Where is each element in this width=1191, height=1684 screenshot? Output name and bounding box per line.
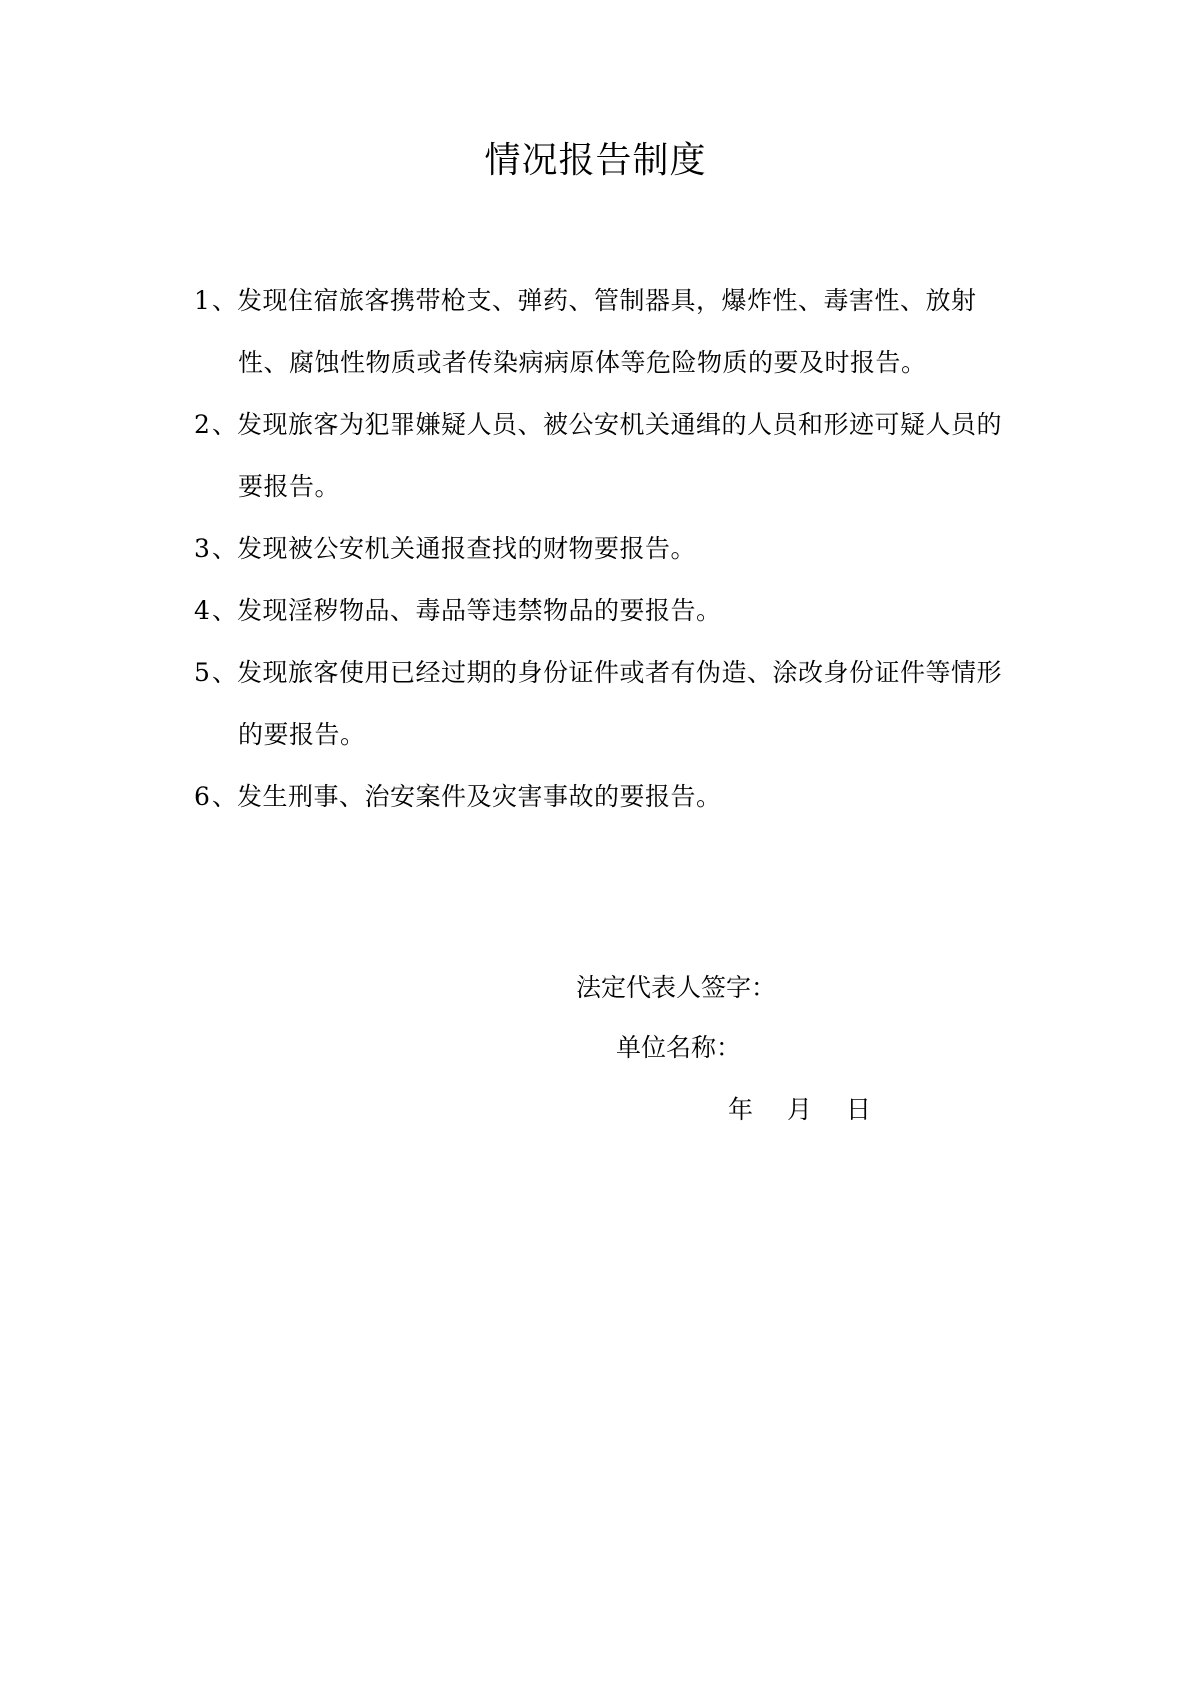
list-item <box>192 580 1022 642</box>
document-title: 情况报告制度 <box>484 140 707 181</box>
report-items-list <box>192 270 1022 828</box>
legal-representative-signature-label: 法定代表人签字： <box>576 973 777 1002</box>
item-separator: 、 <box>212 782 238 811</box>
item-text: 发现淫秽物品、毒品等违禁物品的要报告。 <box>237 596 722 625</box>
item-number: 3 <box>194 534 210 563</box>
list-item <box>192 642 1022 766</box>
item-separator: 、 <box>212 534 238 563</box>
item-separator: 、 <box>212 286 238 315</box>
item-text: 发现被公安机关通报查找的财物要报告。 <box>237 534 697 563</box>
item-text: 发现住宿旅客携带枪支、弹药、管制器具，爆炸性、毒害性、放射性、腐蚀性物质或者传染病病原体等危险物质的要及时报告。 <box>237 286 977 377</box>
list-item <box>192 270 1022 394</box>
item-separator: 、 <box>212 596 238 625</box>
signature-date <box>728 1092 871 1128</box>
date-month-label: 月 <box>787 1095 813 1124</box>
item-number: 2 <box>194 410 210 439</box>
unit-name-label: 单位名称： <box>616 1033 742 1062</box>
list-item <box>192 766 1022 828</box>
item-number: 1 <box>194 286 210 315</box>
item-number: 4 <box>194 596 210 625</box>
item-text: 发生刑事、治安案件及灾害事故的要报告。 <box>237 782 722 811</box>
item-separator: 、 <box>212 410 238 439</box>
list-item <box>192 394 1022 518</box>
date-year-label: 年 <box>728 1095 754 1124</box>
item-number: 5 <box>194 658 210 687</box>
item-separator: 、 <box>212 658 238 687</box>
item-text: 发现旅客为犯罪嫌疑人员、被公安机关通缉的人员和形迹可疑人员的要报告。 <box>237 410 1003 501</box>
item-number: 6 <box>194 782 210 811</box>
date-day-label: 日 <box>846 1095 872 1124</box>
list-item <box>192 518 1022 580</box>
item-text: 发现旅客使用已经过期的身份证件或者有伪造、涂改身份证件等情形的要报告。 <box>237 658 1003 749</box>
